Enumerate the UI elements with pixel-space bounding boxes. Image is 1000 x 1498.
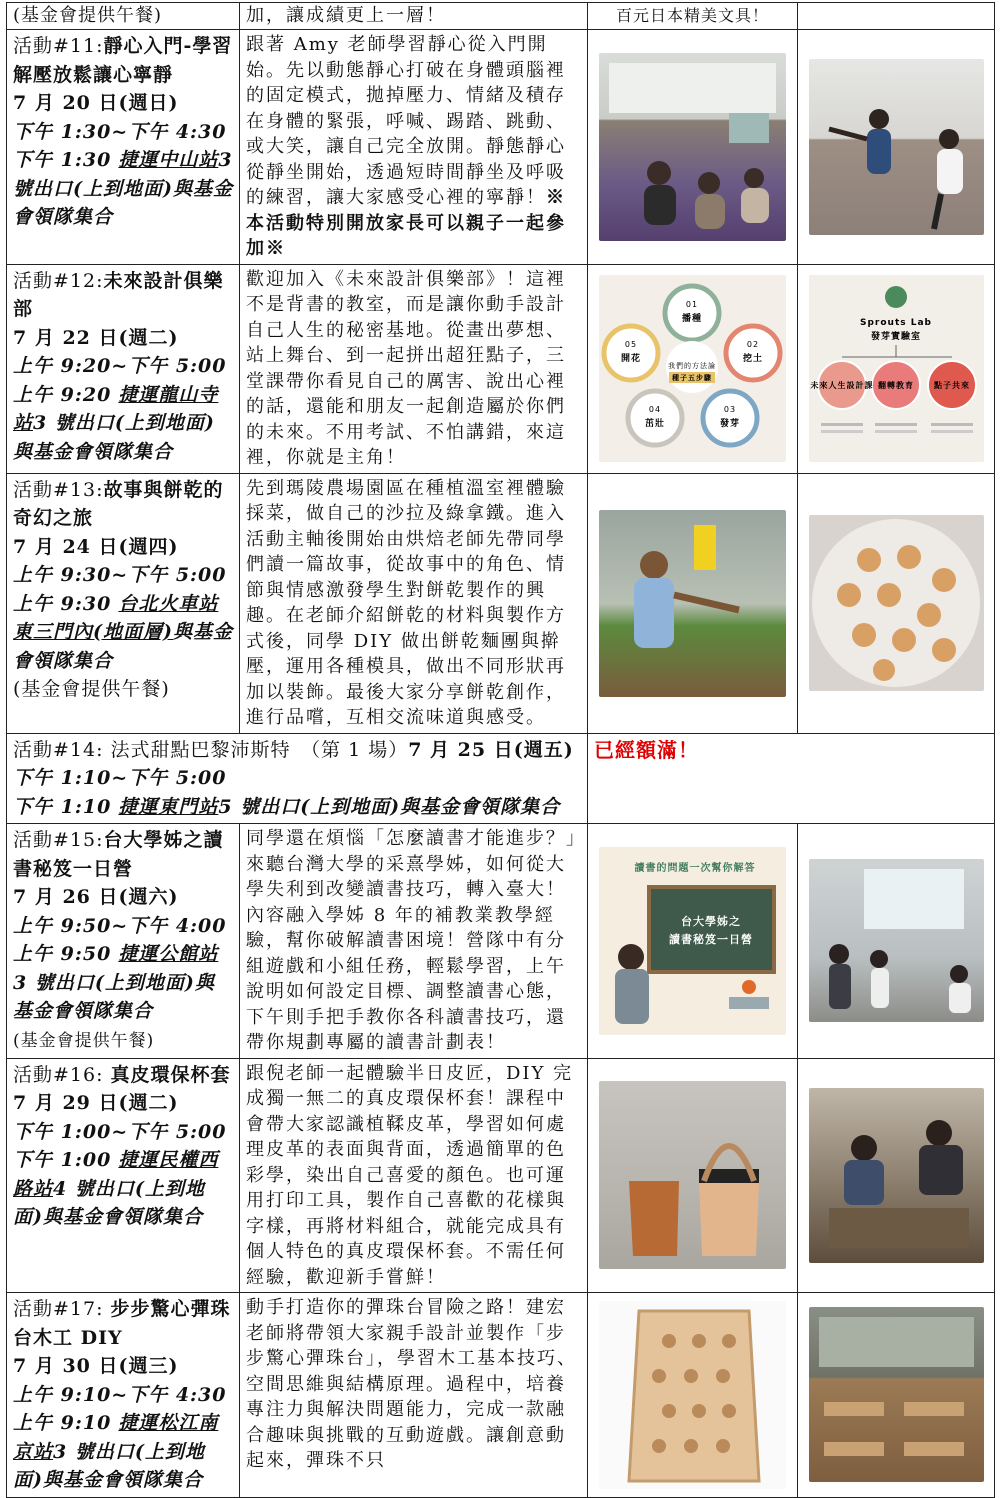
activity-info: 活動#12:未來設計俱樂部 7 月 22 日(週二) 上午 9:20~下午 5:00 上午 9:20 捷運龍山寺站3 號出口(上到地面)與基金會領隊集合 [7, 264, 240, 473]
activity-table [6, 2, 995, 1498]
activity-date: 7 月 26 日(週六) [13, 886, 179, 908]
full-status-badge: 已經額滿！ [594, 737, 699, 762]
step-label: 開花 [620, 354, 642, 364]
activity-info: 活動#15:台大學姊之讀書秘笈一日營 7 月 26 日(週六) 上午 9:50~下午 4:00 上午 9:50 捷運公館站 3 號出口(上到地面)與基金會領隊集合 (基金會提供午餐) [7, 824, 240, 1059]
desc-tail: 加，讓成績更上一層！ [240, 3, 588, 30]
meet-place: 台北火車站東三門內(地面層) [13, 592, 219, 643]
apple-icon [742, 980, 756, 994]
svg-text:發芽實驗室: 發芽實驗室 [870, 332, 921, 342]
svg-text:讀書秘笈一日營: 讀書秘笈一日營 [669, 932, 753, 946]
meet-place: 捷運東門站 [118, 795, 219, 818]
classroom-presentation-photo [809, 859, 984, 1022]
step-num: 03 [723, 405, 737, 414]
table-row [7, 3, 995, 30]
activity-title: 步步驚心彈珠台木工 DIY [13, 1298, 231, 1349]
activity-desc: 同學還在煩惱「怎麼讀書才能進步？」來聽台灣大學的采熹學姊，如何從大學失利到改變讀書技巧，轉入臺大！內容融入學姊 8 年的補教業教學經驗，幫你破解讀書困境！營隊中有分組遊戲和小組任務，輕鬆學習，上午說明如何設定目標、調整讀書心態，下午則手把手教你各科讀書技巧，還帶你規劃專屬的讀書計劃表！ [240, 824, 588, 1059]
center-sub: 種子五步驟 [672, 374, 712, 382]
table-row-activity-14 [7, 733, 995, 824]
meet-place: 捷運松江南京站 [13, 1412, 219, 1463]
woodshop-room-photo [809, 1307, 984, 1482]
lunch-note: (基金會提供午餐) [13, 1030, 155, 1051]
cookies-plate-photo [809, 515, 984, 691]
activity-info: 活動#11:靜心入門-學習解壓放鬆讓心寧靜 7 月 20 日(週日) 下午 1:30~下午 4:30 下午 1:30 捷運中山站3 號出口(上到地面)與基金會領隊集合 [7, 30, 240, 265]
activity-info: 活動#13:故事與餅乾的奇幻之旅 7 月 24 日(週四) 上午 9:30~下午 5:00 上午 9:30 台北火車站東三門內(地面層)與基金會領隊集合 (基金會提供午餐) [7, 473, 240, 733]
activity-desc: 先到瑪陵農場園區在種植溫室裡體驗採菜，做自己的沙拉及綠拿鐵。進入活動主軸後開始由烘焙老師先帶同學們讀一篇故事，從故事中的角色、情節與情感激發學生對餅乾製作的興趣。在老師介紹餅乾的材料與製作方式後，同學 DIY 做出餅乾麵團與擀壓，運用各種模具，做出不同形狀再加以裝飾。最後大家分享餅乾創作，進行品嚐，互相交流味道與感受。 [240, 473, 588, 733]
table-row-activity-11 [7, 30, 995, 265]
activity-time: 上午 9:50~下午 4:00 [13, 914, 227, 937]
activity-time: 下午 1:30~下午 4:30 [13, 120, 227, 143]
wooden-pinball-board-photo [599, 1301, 786, 1489]
sprouts-lab-diagram [809, 275, 984, 462]
step-num: 04 [648, 405, 662, 414]
activity-time: 下午 1:10~下午 5:00 [13, 767, 227, 789]
svg-text:Sprouts Lab: Sprouts Lab [859, 318, 932, 328]
activity-title: 靜心入門-學習解壓放鬆讓心寧靜 [13, 35, 233, 86]
activity-desc: 跟倪老師一起體驗半日皮匠，DIY 完成獨一無二的真皮環保杯套！課程中會帶大家認識植鞣皮革，學習如何處理皮革的表面與背面，透過簡單的色彩學，染出自己喜愛的顏色。也可運用打印工具，製作自己喜歡的花樣與字樣，再將材料組合，就能完成具有個人特色的真皮環保杯套。不需任何經驗，歡迎新手嘗鮮！ [240, 1058, 588, 1293]
sprout-icon [885, 286, 907, 308]
lunch-note: (基金會提供午餐) [7, 3, 240, 30]
table-row-activity-16 [7, 1058, 995, 1293]
activity-time: 上午 9:20~下午 5:00 [13, 355, 227, 377]
meet-place: 捷運中山站 [118, 149, 219, 171]
activity-date: 7 月 30 日(週三) [13, 1355, 179, 1377]
leather-cup-sleeve-photo [599, 1081, 786, 1269]
activity-date: 7 月 29 日(週二) [13, 1092, 179, 1114]
activity-time: 上午 9:30~下午 5:00 [13, 564, 227, 586]
table-row-activity-13 [7, 473, 995, 733]
step-num: 01 [685, 300, 699, 309]
seed-cycle-diagram [599, 275, 786, 462]
greenhouse-farm-photo [599, 510, 786, 697]
activity-desc: 跟著 Amy 老師學習靜心從入門開始。先以動態靜心打破在身體頭腦裡的固定模式，拋掉壓力、情緒及積存在身體的緊張，呼喊、踢踏、跳動、或大笑，讓自己完全放開。靜態靜心從靜坐開始，透過短時間靜坐及呼吸的練習，讓大家感受心裡的寧靜！※本活動特別開放家長可以親子一起參加※ [240, 30, 588, 265]
activity-title: 未來設計俱樂部 [13, 269, 224, 320]
step-label: 播種 [681, 314, 703, 324]
step-label: 茁壯 [644, 419, 666, 429]
step-label: 挖土 [742, 354, 764, 364]
activity-desc: 歡迎加入《未來設計俱樂部》！這裡不是背書的教室，而是讓你動手設計自己人生的秘密基地。從畫出夢想、站上舞台、到一起拼出超狂點子，三堂課帶你看見自己的厲害、說出心裡的話，還能和朋友一起創造屬於你們的未來。不用考試、不怕講錯，來這裡，你就是主角！ [240, 264, 588, 473]
table-row-activity-17 [7, 1293, 995, 1498]
activity-time: 上午 9:10~下午 4:30 [13, 1383, 227, 1406]
poster-headline: 讀書的問題一次幫你解答 [634, 862, 756, 874]
dynamic-dance-photo [809, 59, 984, 235]
lab-node: 未來人生設計課 [810, 381, 873, 390]
activity-desc: 動手打造你的彈珠台冒險之路！建宏老師將帶領大家親手設計並製作「步步驚心彈珠台」，學習木工基本技巧、空間思維與結構原理。過程中，培養專注力與解決問題能力，完成一款融合趣味與挑戰的互動遊戲。讓創意動起來，彈珠不只 [240, 1293, 588, 1498]
meet-place: 捷運龍山寺站 [13, 383, 219, 434]
table-row-activity-12 [7, 264, 995, 473]
study-camp-poster [599, 847, 786, 1035]
activity-time: 下午 1:00~下午 5:00 [13, 1120, 227, 1143]
activity-date: 7 月 20 日(週日) [13, 92, 179, 114]
leather-workshop-photo [809, 1088, 984, 1263]
activity-title: 台大學姊之讀書秘笈一日營 [13, 829, 224, 880]
activity-title: 故事與餅乾的奇幻之旅 [13, 478, 224, 529]
meet-place: 捷運公館站 [118, 943, 219, 965]
meditation-class-photo [599, 53, 786, 241]
activity-info: 活動#17: 步步驚心彈珠台木工 DIY 7 月 30 日(週三) 上午 9:10~下午 4:30 上午 9:10 捷運松江南京站3 號出口(上到地面)與基金會領隊集合 [7, 1293, 240, 1498]
svg-text:台大學姊之: 台大學姊之 [681, 914, 741, 928]
meet-place: 捷運民權西路站 [13, 1149, 219, 1200]
activity-info: 活動#16: 真皮環保杯套 7 月 29 日(週二) 下午 1:00~下午 5:00 下午 1:00 捷運民權西路站4 號出口(上到地面)與基金會領隊集合 [7, 1058, 240, 1293]
step-num: 05 [624, 340, 638, 349]
activity-date: 7 月 25 日(週五) [408, 738, 574, 761]
step-num: 02 [746, 340, 760, 349]
stationery-note: 百元日本精美文具！ [588, 3, 798, 30]
activity-title: 真皮環保杯套 [110, 1063, 231, 1086]
center-title: 我們的方法論 [668, 362, 716, 370]
activity-info: 活動#14: 法式甜點巴黎沛斯特 （第 1 場）7 月 25 日(週五) 下午 1:10~下午 5:00 下午 1:10 捷運東門站5 號出口(上到地面)與基金會領隊集合 [7, 733, 588, 824]
step-label: 發芽 [719, 419, 741, 429]
lab-node: 翻轉教育 [877, 381, 914, 390]
lunch-note: (基金會提供午餐) [13, 678, 170, 700]
activity-date: 7 月 24 日(週四) [13, 535, 179, 558]
lab-node: 點子共來 [933, 381, 970, 390]
activity-date: 7 月 22 日(週二) [13, 326, 179, 349]
table-row-activity-15 [7, 824, 995, 1059]
